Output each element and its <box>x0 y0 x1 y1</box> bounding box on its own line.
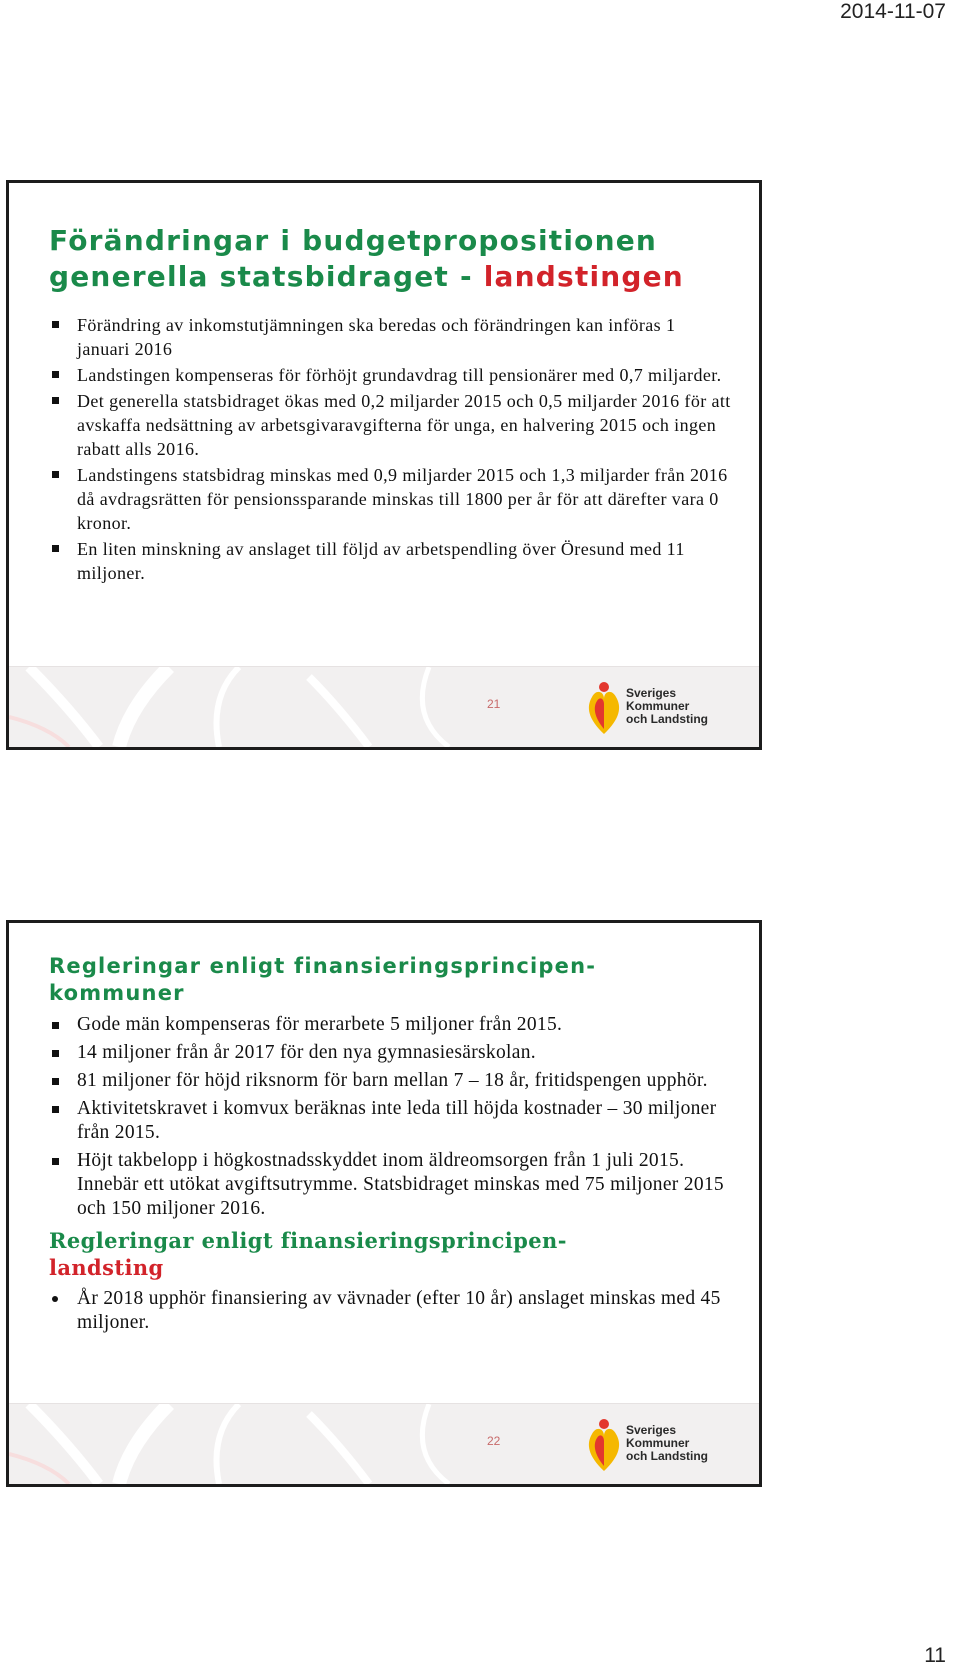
list-item <box>49 1041 733 1065</box>
bullet-list-2 <box>49 1287 733 1335</box>
list-item <box>49 313 733 361</box>
square-bullet-icon <box>52 545 59 552</box>
list-item <box>49 537 733 585</box>
slide-22 <box>6 920 762 1487</box>
square-bullet-icon <box>52 1022 59 1029</box>
slide-content <box>49 223 733 587</box>
list-item <box>49 1097 733 1145</box>
square-bullet-icon <box>52 397 59 404</box>
list-item <box>49 389 733 461</box>
title-line-1: Förändringar i budgetpropositionen <box>49 224 658 257</box>
logo-line-3: och Landsting <box>626 1449 708 1463</box>
list-item <box>49 1013 733 1037</box>
skl-heart-logo-icon <box>584 1416 624 1476</box>
slide-title <box>49 223 733 295</box>
bullet-text: 81 miljoner för höjd riksnorm för barn mellan 7 – 18 år, fritidspengen upphör. <box>77 1070 708 1091</box>
list-item <box>49 1287 733 1335</box>
skl-heart-logo-icon <box>584 679 624 739</box>
slide-content <box>49 953 733 1341</box>
skl-logo <box>584 1416 714 1476</box>
title-line-2: generella statsbidraget - <box>49 260 484 293</box>
square-bullet-icon <box>52 1106 59 1113</box>
square-bullet-icon <box>52 1158 59 1165</box>
skl-logo <box>584 679 714 739</box>
list-item <box>49 1149 733 1221</box>
slide-footer <box>9 1403 759 1484</box>
bullet-text: 14 miljoner från år 2017 för den nya gymnasiesärskolan. <box>77 1042 536 1063</box>
square-bullet-icon <box>52 1050 59 1057</box>
title-accent: landstingen <box>483 260 684 293</box>
section-heading-kommuner <box>49 953 733 1007</box>
heading-text: Regleringar enligt finansieringsprincipen- <box>49 1228 567 1253</box>
bullet-text: Gode män kompenseras för merarbete 5 miljoner från 2015. <box>77 1014 563 1035</box>
page-date: 2014-11-07 <box>840 0 946 23</box>
section-heading-landsting <box>49 1227 733 1281</box>
logo-line-1: Sveriges <box>626 1423 677 1437</box>
bullet-text: Det generella statsbidraget ökas med 0,2 miljarder 2015 och 0,5 miljarder 2016 för att avskaffa nedsättning av arbetsgivaravgifterna för unga, en halvering 2015 och ingen rabatt alls 2016. <box>77 391 731 459</box>
bullet-list <box>49 1013 733 1221</box>
bullet-text: År 2018 upphör finansiering av vävnader (efter 10 år) anslaget minskas med 45 miljoner. <box>77 1288 721 1333</box>
bullet-list <box>49 313 733 585</box>
bullet-text: En liten minskning av anslaget till följd av arbetspendling över Öresund med 11 miljoner. <box>77 539 685 583</box>
page-number: 11 <box>924 1644 946 1667</box>
square-bullet-icon <box>52 371 59 378</box>
list-item <box>49 1069 733 1093</box>
list-item <box>49 363 733 387</box>
logo-line-3: och Landsting <box>626 712 708 726</box>
bullet-text: Aktivitetskravet i komvux beräknas inte leda till höjda kostnader – 30 miljoner från 2015. <box>77 1098 717 1143</box>
slide-number: 21 <box>487 697 501 711</box>
logo-text <box>626 687 708 726</box>
bullet-text: Förändring av inkomstutjämningen ska beredas och förändringen kan införas 1 januari 2016 <box>77 315 676 359</box>
slide-footer <box>9 666 759 747</box>
list-item <box>49 463 733 535</box>
dot-bullet-icon <box>52 1296 58 1302</box>
square-bullet-icon <box>52 1078 59 1085</box>
logo-line-2: Kommuner <box>626 1436 690 1450</box>
heading-text: Regleringar enligt finansieringsprincipen- <box>49 954 597 978</box>
heading-accent: kommuner <box>49 981 185 1005</box>
square-bullet-icon <box>52 471 59 478</box>
logo-text <box>626 1424 708 1463</box>
slide-number: 22 <box>487 1434 501 1448</box>
bullet-text: Höjt takbelopp i högkostnadsskyddet inom äldreomsorgen från 1 juli 2015. Innebär ett utökat avgiftsutrymme. Statsbidraget minskas med 75 miljoner 2015 och 150 miljoner 2016. <box>77 1150 724 1219</box>
logo-line-2: Kommuner <box>626 699 690 713</box>
logo-line-1: Sveriges <box>626 686 677 700</box>
bullet-text: Landstingens statsbidrag minskas med 0,9 miljarder 2015 och 1,3 miljarder från 2016 då avdragsrätten för pensionssparande minskas till 1800 per år för att därefter vara 0 kronor. <box>77 465 728 533</box>
heading-accent: landsting <box>49 1255 164 1280</box>
slide-21 <box>6 180 762 750</box>
bullet-text: Landstingen kompenseras för förhöjt grundavdrag till pensionärer med 0,7 miljarder. <box>77 365 722 385</box>
square-bullet-icon <box>52 321 59 328</box>
